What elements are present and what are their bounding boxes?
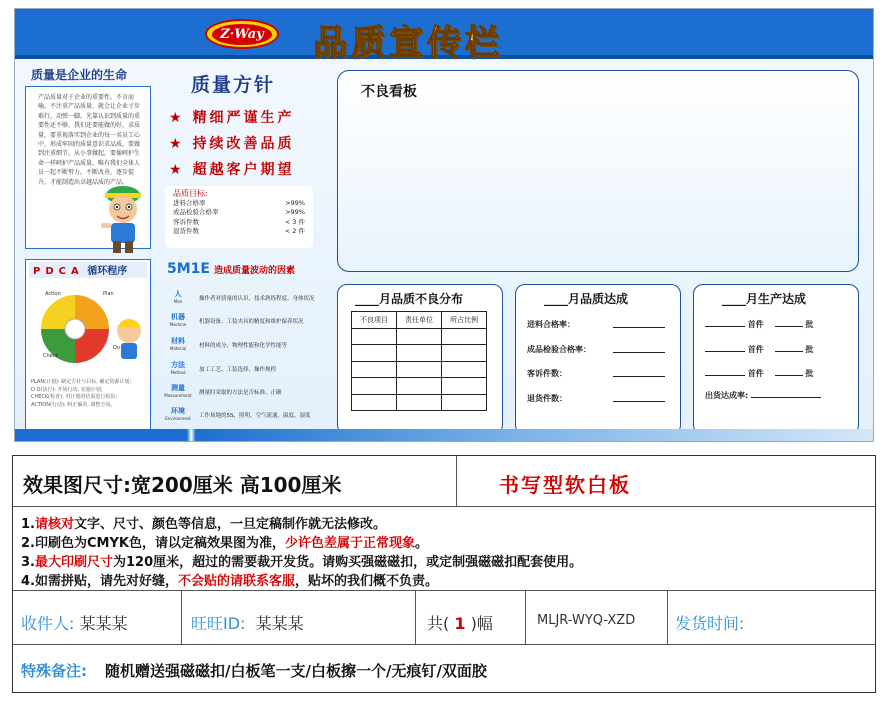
quality-board-preview bbox=[14, 8, 874, 442]
table-header: 不良项目 bbox=[352, 312, 397, 329]
recipient-field: 收件人: 某某某 bbox=[21, 614, 128, 633]
policy-title: 质量方针 bbox=[191, 74, 276, 96]
table-row bbox=[352, 312, 487, 329]
pdca-label-plan: Plan bbox=[103, 291, 114, 297]
note-line: 4.如需拼贴，请先对好缝，不会贴的请联系客服，贴坏的我们概不负责。 bbox=[21, 574, 439, 589]
brand-logo bbox=[205, 19, 279, 49]
policy-item: ★ 精细严谨生产 bbox=[169, 110, 295, 126]
product-code: MLJR-WYQ-XZD bbox=[537, 613, 636, 628]
cartoon-worker-illustration bbox=[93, 177, 153, 257]
table-row bbox=[352, 345, 487, 362]
policy-item: ★ 超越客户期望 bbox=[169, 162, 295, 178]
5m1e-title: 5M1E 造成质量波动的因素 bbox=[167, 261, 295, 277]
defect-distribution-title: ____月品质不良分布 bbox=[355, 292, 464, 306]
production-row: 首件 批 bbox=[705, 368, 813, 379]
star-icon: ★ bbox=[169, 136, 185, 152]
quality-reach-item: 客诉件数： bbox=[527, 369, 567, 378]
pdca-cycle-diagram bbox=[33, 287, 145, 371]
table-row bbox=[352, 394, 487, 411]
note-line: 3.最大印刷尺寸为120厘米，超过的需要裁开发货。请购买强磁磁扣，或定制强磁磁扣配套使用。 bbox=[21, 555, 583, 570]
defect-board-title: 不良看板 bbox=[361, 84, 417, 100]
5m1e-row: 人 Man 操作者对质量的认识、技术熟练程度、身体状况 bbox=[173, 290, 315, 304]
table-row bbox=[352, 361, 487, 378]
5m1e-row: 环境 Environment 工作场地的5S、照明、空气流通、温度、湿度 bbox=[165, 407, 311, 421]
production-row: 首件 批 bbox=[705, 319, 813, 330]
5m1e-row: 测量 Measurement 测量时采取的方法是否标准、正确 bbox=[164, 384, 282, 398]
board-title: 品质宣传栏 bbox=[313, 23, 503, 63]
5m1e-row: 机器 Machine 机器设备、工装夹具的精度和维护保养状况 bbox=[169, 313, 304, 327]
quality-reach-item: 成品检验合格率： bbox=[527, 345, 591, 354]
goal-row: 成品检验合格率 >99% bbox=[173, 208, 305, 216]
quality-reach-title: ____月品质达成 bbox=[544, 292, 629, 306]
note-line: 1.请核对文字、尺寸、颜色等信息，一旦定稿制作就无法修改。 bbox=[21, 517, 387, 532]
life-section-body: 产品质量对于企业的重要性，不言而喻。不注重产品质量，就会让企业寸步难行，动弹一脚。光靠认识到质量的重要性还不够，我们还要能做的好，求质量，要重视落实到企业的每一名员工心中，形成牢固的质量意识求品质，要做到注重细节，从小事做起，要像呵护生命一样呵护产品质量，唯有我们全体人员一起不断努力，不断改善，逐步提升，才能制造出卓越品质的产品。 bbox=[25, 86, 151, 249]
production-row: 首件 批 bbox=[705, 344, 813, 355]
board-type: 书写型软白板 bbox=[499, 473, 631, 497]
note-line: 2.印刷色为CMYK色，请以定稿效果图为准，少许色差属于正常现象。 bbox=[21, 536, 428, 551]
count-field: 共( 1 )幅 bbox=[427, 614, 493, 633]
pdca-description: PLAN(计划): 制定方针与目标, 确定资源计划; D O(执行): 开始行动, 实施计划; CHECK(检查): 对计划的结果进行检验; ACTION(行动): 纠正偏差, 调整方向。 bbox=[31, 379, 132, 408]
goal-row: 客诉件数 < 3 件 bbox=[173, 217, 305, 226]
goal-row: 进料合格率 >99% bbox=[173, 198, 305, 207]
shipment-rate: 出货达成率: bbox=[705, 390, 821, 401]
pdca-label-check: Check bbox=[43, 353, 59, 359]
bottom-stripe bbox=[15, 429, 874, 442]
pdca-label-do: Do bbox=[113, 345, 120, 351]
5m1e-row: 材料 Material 材料的成分、物理性能和化学性能等 bbox=[169, 337, 288, 351]
policy-item: ★ 持续改善品质 bbox=[169, 136, 295, 152]
production-reach-title: ____月生产达成 bbox=[722, 292, 807, 306]
quality-goals bbox=[165, 186, 313, 248]
table-row bbox=[352, 328, 487, 345]
quality-reach-item: 退货件数： bbox=[527, 394, 567, 403]
pdca-label-action: Action bbox=[45, 291, 61, 297]
order-info-table bbox=[12, 455, 876, 693]
wangwang-field: 旺旺ID: 某某某 bbox=[191, 614, 304, 633]
star-icon: ★ bbox=[169, 110, 185, 126]
ship-time-label: 发货时间: bbox=[675, 614, 745, 633]
special-remark: 特殊备注: 随机赠送强磁磁扣/白板笔一支/白板擦一个/无痕钉/双面胶 bbox=[21, 662, 487, 680]
goals-title: 品质目标: bbox=[173, 189, 208, 198]
life-section-title: 质量是企业的生命 bbox=[31, 68, 128, 82]
quality-reach-item: 进料合格率： bbox=[527, 320, 575, 329]
table-header: 所占比例 bbox=[442, 312, 487, 329]
logo-text: Z·Way bbox=[212, 24, 271, 45]
table-row bbox=[352, 378, 487, 395]
table-header: 责任单位 bbox=[397, 312, 442, 329]
pdca-title: PDCA 循环程序 bbox=[29, 262, 147, 278]
size-label: 效果图尺寸:宽200厘米 高100厘米 bbox=[23, 473, 342, 497]
5m1e-row: 方法 Method 加工工艺、工装选择、操作规程 bbox=[170, 361, 277, 375]
goal-row: 退货件数 < 2 件 bbox=[173, 227, 305, 235]
defect-table bbox=[351, 311, 487, 411]
star-icon: ★ bbox=[169, 162, 185, 178]
